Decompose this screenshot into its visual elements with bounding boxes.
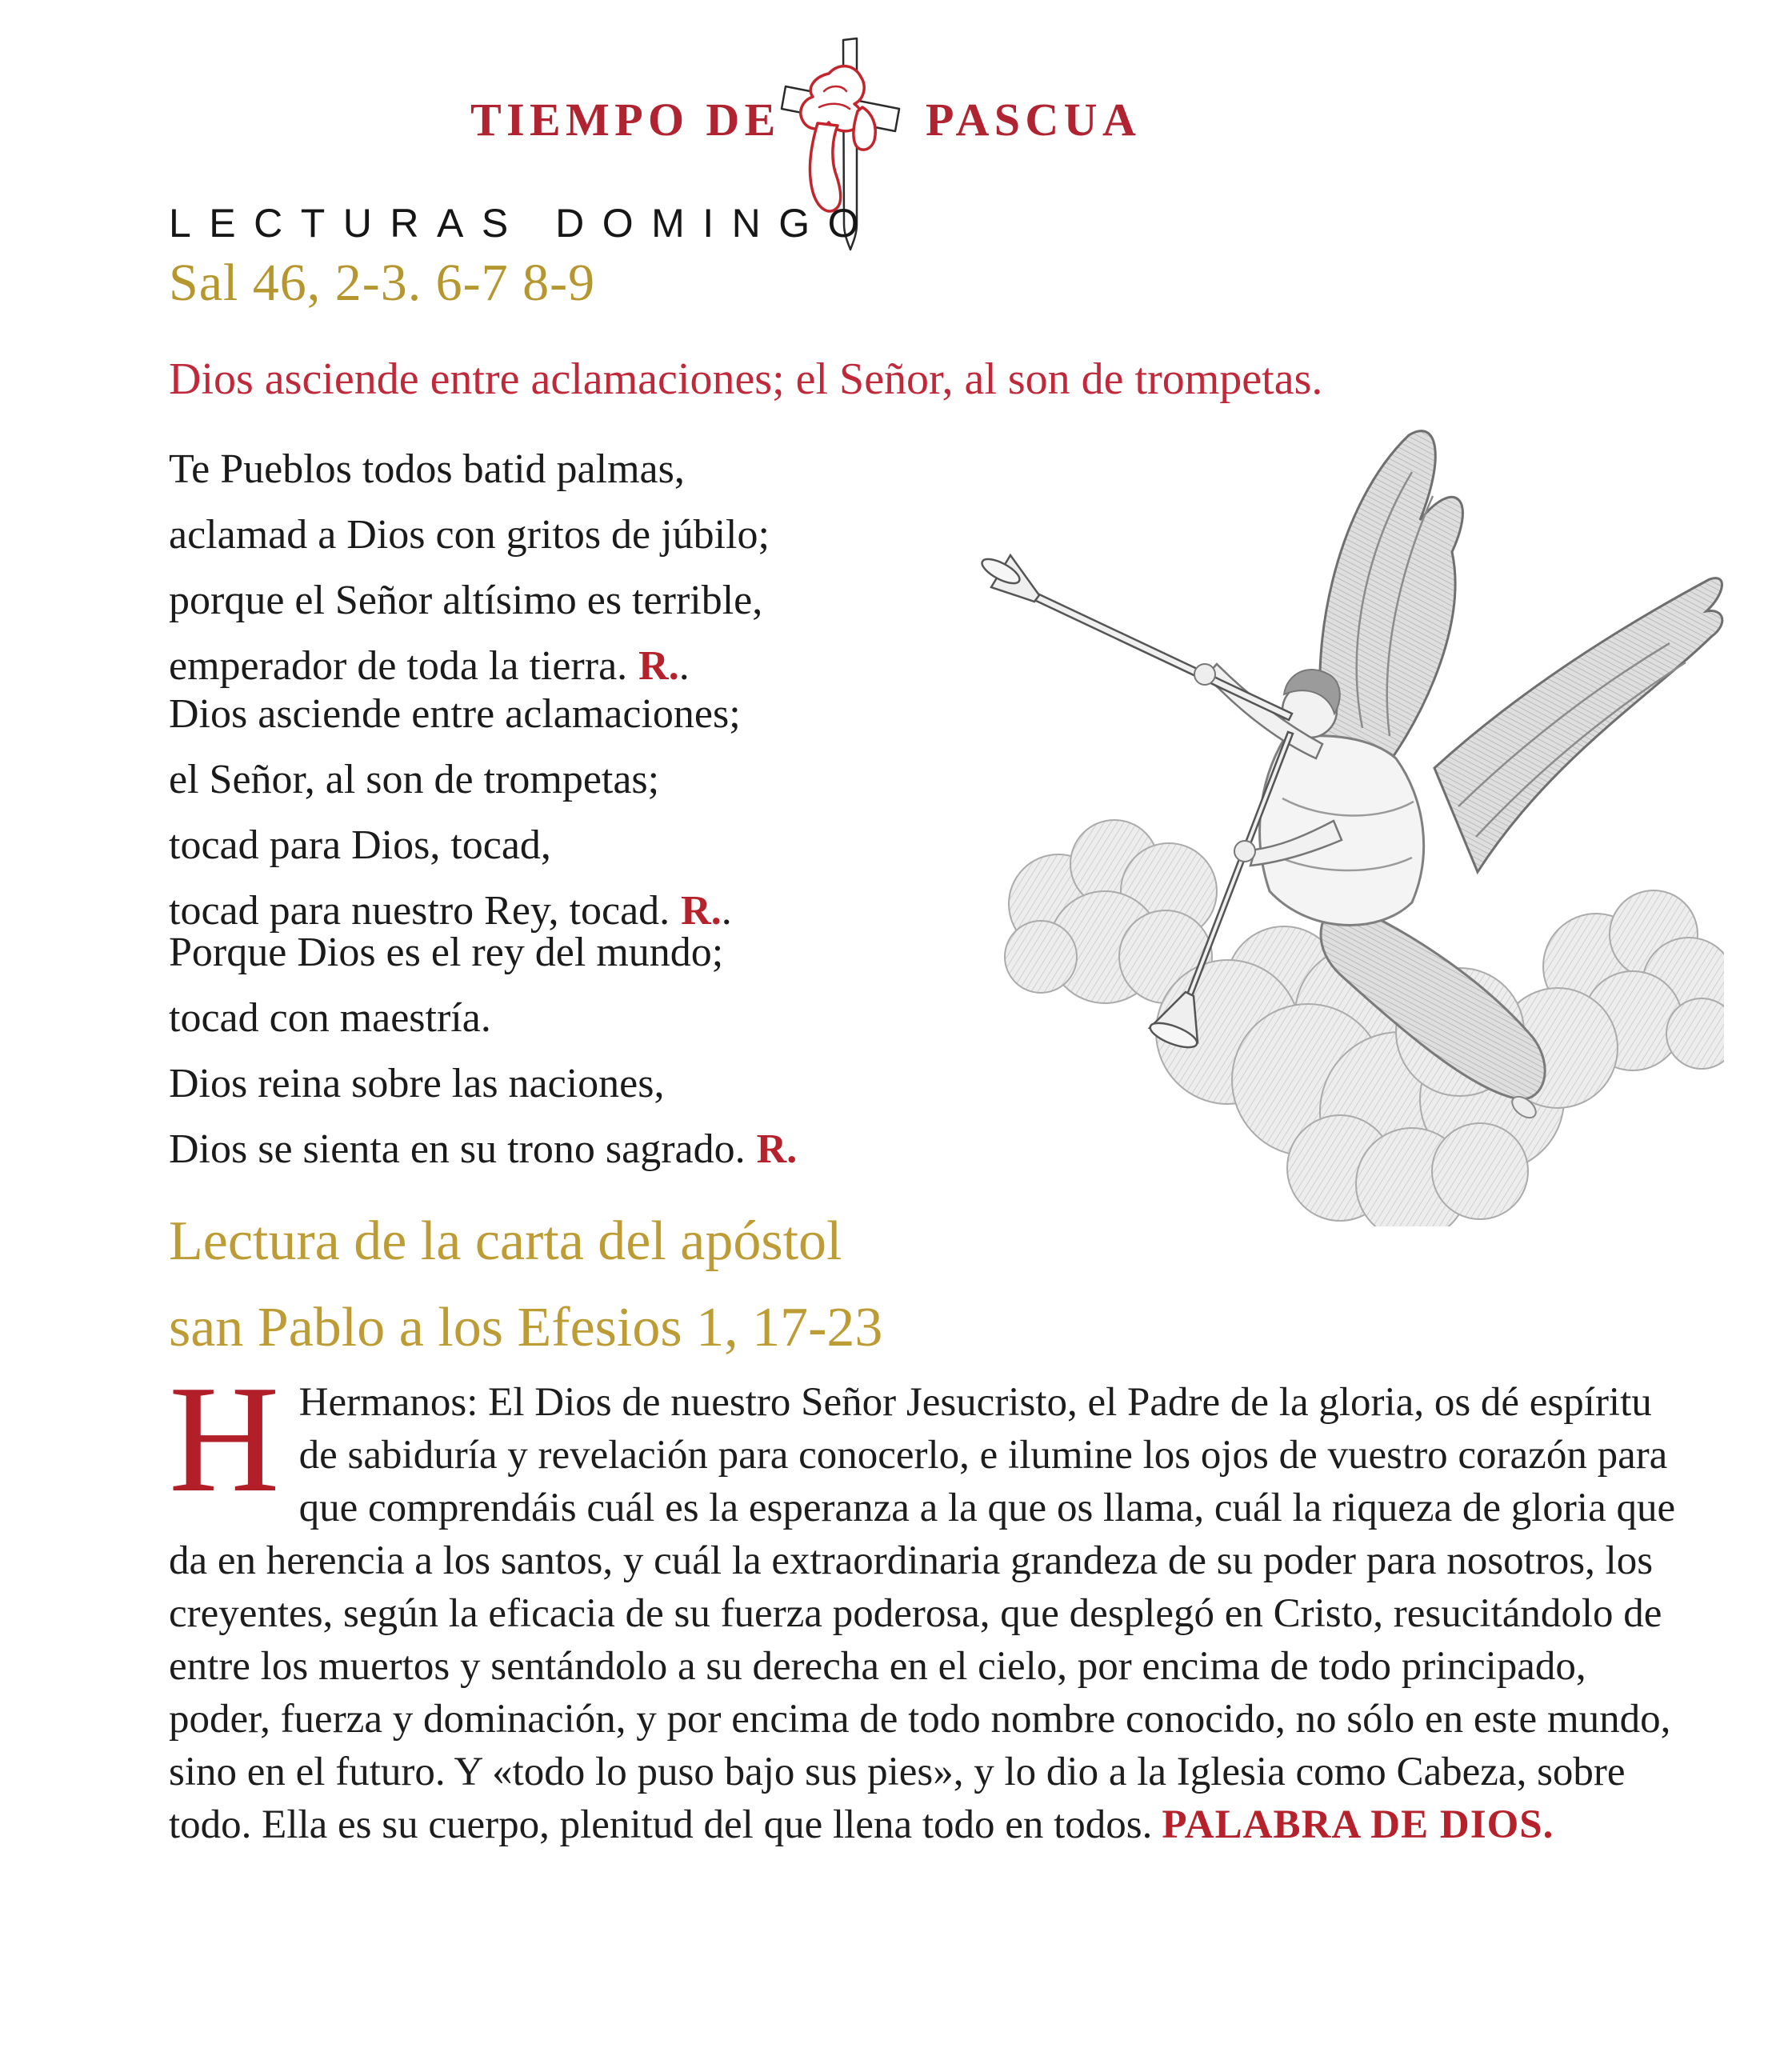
response-suffix: . <box>678 643 690 689</box>
stanza-line-text: emperador de toda la tierra. <box>169 643 628 689</box>
stanza-line-text: Dios se sienta en su trono sagrado. <box>169 1126 746 1172</box>
stanza-line: tocad para Dios, tocad, <box>169 822 551 868</box>
stanza-line: porque el Señor altísimo es terrible, <box>169 578 763 623</box>
drop-cap: H <box>169 1354 280 1524</box>
psalm-reference: Sal 46, 2-3. 6-7 8-9 <box>169 254 596 312</box>
stanza-line: Te Pueblos todos batid palmas, <box>169 446 685 492</box>
psalm-stanza-2 <box>169 682 741 944</box>
reading-heading-line2: san Pablo a los Efesios 1, 17-23 <box>169 1297 883 1358</box>
psalm-antiphon: Dios asciende entre aclamaciones; el Señor, al son de trompetas. <box>169 354 1323 404</box>
stanza-line: el Señor, al son de trompetas; <box>169 757 660 802</box>
stanza-line: tocad con maestría. <box>169 995 491 1041</box>
trumpet-upper <box>978 554 1292 720</box>
angel-hand-lower <box>1234 841 1255 862</box>
season-title-left: TIEMPO DE <box>470 94 781 146</box>
stanza-line <box>169 1117 797 1182</box>
angel-torso <box>1260 736 1424 926</box>
stanza-line: Dios reina sobre las naciones, <box>169 1061 665 1106</box>
stanza-line: aclamad a Dios con gritos de júbilo; <box>169 512 770 558</box>
response-marker: R. <box>638 643 679 689</box>
stanza-line: Porque Dios es el rey del mundo; <box>169 930 724 975</box>
reading-heading <box>169 1198 882 1371</box>
angel-hand-upper <box>1194 664 1215 685</box>
stanza-line-text: tocad para nuestro Rey, tocad. <box>169 888 670 934</box>
psalm-stanza-1 <box>169 437 770 699</box>
psalm-stanza-3 <box>169 920 797 1182</box>
response-suffix: . <box>721 888 732 934</box>
stanza-line: Dios asciende entre aclamaciones; <box>169 691 741 737</box>
reading-body <box>169 1354 1677 1851</box>
season-title-right: PASCUA <box>926 94 1142 146</box>
section-title: LECTURAS DOMINGO <box>169 201 878 246</box>
response-marker: R. <box>681 888 722 934</box>
reading-text: Hermanos: El Dios de nuestro Señor Jesucristo, el Padre de la gloria, os dé espíritu de sabiduría y revelación para conocerlo, e ilumine los ojos de vuestro corazón para que comprendáis cuál es la esperanza a la que os llama, cuál la riqueza de gloria que da en herencia a los santos, y cuál la extraordinaria grandeza de su poder para nosotros, los creyentes, según la eficacia de su fuerza poderosa, que desplegó en Cristo, resucitándolo de entre los muertos y sentándolo a su derecha en el cielo, por encima de todo principado, poder, fuerza y dominación, y por encima de todo nombre conocido, no sólo en este mundo, sino en el futuro. Y «todo lo puso bajo sus pies», y lo dio a la Iglesia como Cabeza, sobre todo. Ella es su cuerpo, plenitud del que llena todo en todos. <box>169 1380 1676 1847</box>
reading-ending: PALABRA DE DIOS. <box>1162 1802 1554 1847</box>
reading-heading-line1: Lectura de la carta del apóstol <box>169 1210 842 1272</box>
angel-trumpet-illustration <box>964 422 1724 1226</box>
response-marker: R. <box>756 1126 798 1172</box>
